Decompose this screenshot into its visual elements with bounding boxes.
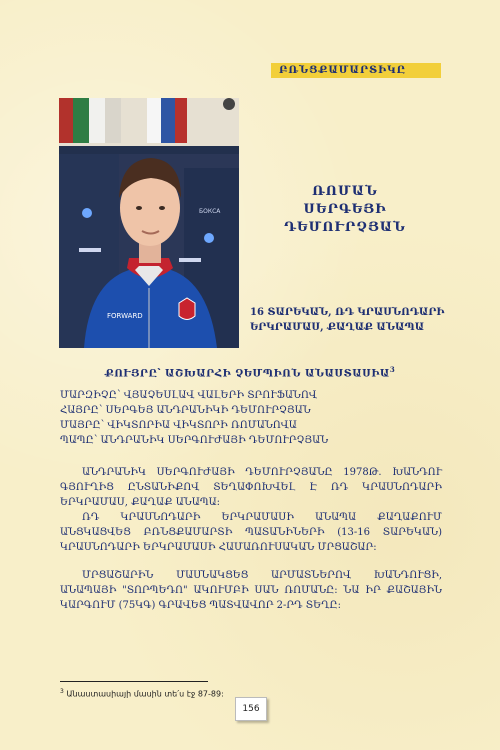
family-coach: ՄԱՐԶԻՉԸ՝ ՎՅԱՉԵՍԼԱՎ ՎԱԼԵՐԻ ՏՐՈՒՖԱՆՈՎ — [60, 390, 317, 401]
family-mother: ՄԱՅՐԸ՝ ՎԻԿՏՈՐԻԱ ՎԻԿՏՈՐԻ ՌՈՄԱՆՈՎԱ — [60, 420, 297, 431]
family-grandfather: ՊԱՊԸ՝ ԱՆԴՐԱՆԻԿ ՍԵՐԳՈՒԺԱՅԻ ԴԵՄՈՒՐՉՅԱՆ — [60, 435, 329, 446]
section-banner: ԲՌՆՑՔԱՄԱՐՏԻԿԸ — [271, 63, 441, 78]
athlete-name-line1: ՌՈՄԱՆ ՍԵՐԳԵՅԻ — [303, 184, 387, 217]
footnote-divider — [60, 681, 208, 682]
paragraph: ՌԴ ԿՐԱՍՆՈԴԱՐԻ ԵՐԿՐԱՄԱՍԻ ԱՆԱՊԱ ՔԱՂԱՔՈՒՄ ԱՆՑԿԱՑՎԵՑ ԲՌՆՑՔԱՄԱՐՏԻ ՊԱՏԱՆԻՆԵՐԻ (13-16 ՏԱՐԵԿԱՆ) ԿՐԱՍՆՈԴԱՐԻ ԵՐԿՐԱՄԱՍԻ ՀԱՄԱՌՈՒՍԱԿԱՆ ՄՐՑԱՇԱՐ: — [60, 512, 442, 553]
paragraph: ՄՐՑԱՇԱՐԻՆ ՄԱՍՆԱԿՑԵՑ ԱՐՄԱՏՆԵՐՈՎ ԽԱՆԴՈՒՑԻ, ԱՆԱՊԱՅԻ "ՏՈՐՊԵԴՈ" ԱԿՈՒՄԲԻ ՍԱՆ ՌՈՄԱՆԸ: ՆԱ ԻՐ ՔԱՇԱՅԻՆ ԿԱՐԳՈՒՄ (75ԿԳ) ԳՐԱՎԵՑ ՊԱՏՎԱՎՈՐ 2-ՐԴ ՏԵՂԸ: — [60, 570, 442, 611]
relation-heading — [60, 365, 440, 379]
athlete-age-region: 16 ՏԱՐԵԿԱՆ, ՌԴ ԿՐԱՍՆՈԴԱՐԻ — [250, 307, 445, 318]
paragraph: ԱՆԴՐԱՆԻԿ ՍԵՐԳՈՒԺԱՅԻ ԴԵՄՈՒՐՉՅԱՆԸ 1978Թ. ԽԱՆԴՈՒ ԳՅՈՒՂԻՑ ԸՆՏԱՆԻՔՈՎ ՏԵՂԱՓՈԽՎԵԼ Է ՌԴ ԿՐԱՍՆՈԴԱՐԻ ԵՐԿՐԱՄԱՍ, ՔԱՂԱՔ ԱՆԱՊԱ: — [60, 467, 442, 508]
family-father: ՀԱՅՐԸ՝ ՍԵՐԳԵՅ ԱՆԴՐԱՆԻԿԻ ԴԵՄՈՒՐՉՅԱՆ — [60, 405, 311, 416]
athlete-city: ԵՐԿՐԱՄԱՍ, ՔԱՂԱՔ ԱՆԱՊԱ — [250, 322, 425, 333]
athlete-meta — [250, 305, 450, 335]
heading-footnote-ref: 3 — [389, 365, 396, 374]
relation-heading-text: ՔՈՒՅՐԸ՝ ԱՇԽԱՐՀԻ ՉԵՄՊԻՈՆ ԱՆԱՍՏԱՍԻԱ — [104, 368, 390, 380]
footnote-number: 3 — [60, 688, 64, 695]
body-text — [60, 465, 442, 613]
athlete-name — [270, 183, 420, 237]
family-list — [60, 388, 440, 448]
athlete-photo — [59, 98, 239, 348]
page-number: 156 — [235, 697, 267, 721]
athlete-name-line2: ԴԵՄՈՒՐՉՅԱՆ — [284, 220, 406, 235]
svg-text:FORWARD: FORWARD — [107, 312, 143, 320]
footnote — [60, 688, 224, 699]
svg-text:БОКСА: БОКСА — [199, 208, 221, 215]
footnote-text: Անաստասիայի մասին տե՛ս էջ 87-89: — [66, 689, 224, 699]
